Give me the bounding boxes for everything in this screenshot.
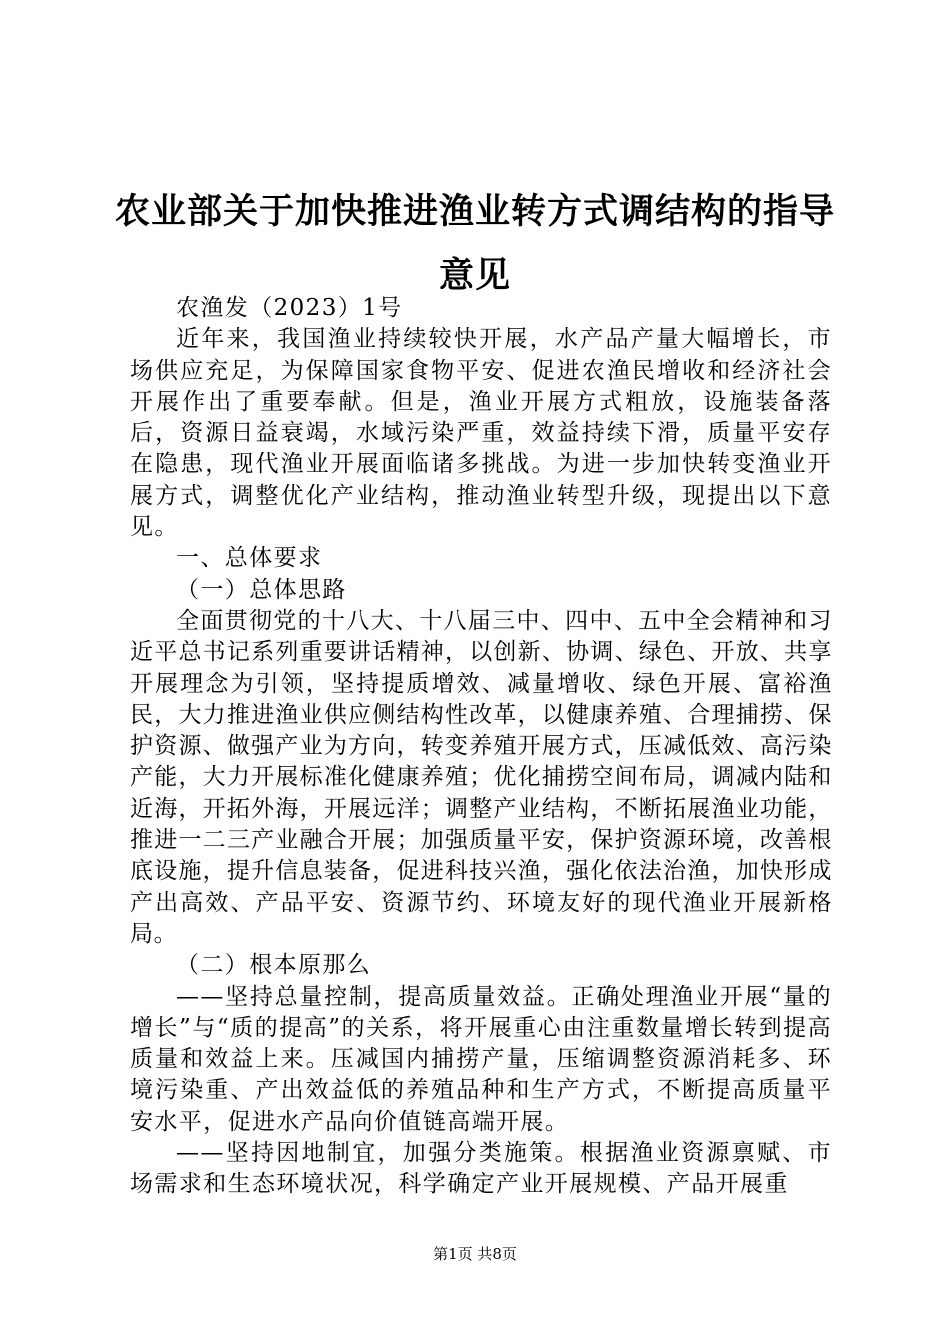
paragraph-principle-local-conditions: ——坚持因地制宜，加强分类施策。根据渔业资源禀赋、市场需求和生态环境状况，科学确定产业开展规模、产品开展重 — [130, 1140, 832, 1198]
paragraph-principle-quantity-control: ——坚持总量控制，提高质量效益。正确处理渔业开展“量的增长”与“质的提高”的关系，将开展重心由注重数量增长转到提高质量和效益上来。压减国内捕捞产量，压缩调整资源消耗多、环境污染重、产出效益低的养殖品种和生产方式，不断提高质量平安水平，促进水产品向价值链高端开展。 — [130, 983, 832, 1135]
subsection-heading-overall-approach: （一）总体思路 — [176, 576, 347, 603]
document-title: 农业部关于加快推进渔业转方式调结构的指导意见 — [114, 192, 835, 296]
section-heading-general-requirements: 一、总体要求 — [176, 545, 323, 572]
page-footer: 第1页 共8页 — [433, 1245, 517, 1263]
document-body — [130, 293, 832, 1201]
paragraph-overall-approach: 全面贯彻党的十八大、十八届三中、四中、五中全会精神和习近平总书记系列重要讲话精神，以创新、协调、绿色、开放、共享开展理念为引领，坚持提质增效、减量增收、绿色开展、富裕渔民，大力推进渔业供应侧结构性改革，以健康养殖、合理捕捞、保护资源、做强产业为方向，转变养殖开展方式，压减低效、高污染产能，大力开展标准化健康养殖；优化捕捞空间布局，调减内陆和近海，开拓外海，开展远洋；调整产业结构，不断拓展渔业功能，推进一二三产业融合开展；加强质量平安，保护资源环境，改善根底设施，提升信息装备，促进科技兴渔，强化依法治渔，加快形成产出高效、产品平安、资源节约、环境友好的现代渔业开展新格局。 — [130, 607, 832, 947]
paragraph-intro: 近年来，我国渔业持续较快开展，水产品产量大幅增长，市场供应充足，为保障国家食物平安、促进农渔民增收和经济社会开展作出了重要奉献。但是，渔业开展方式粗放，设施装备落后，资源日益衰竭，水域污染严重，效益持续下滑，质量平安存在隐患，现代渔业开展面临诸多挑战。为进一步加快转变渔业开展方式，调整优化产业结构，推动渔业转型升级，现提出以下意见。 — [130, 326, 832, 541]
subsection-heading-basic-principles: （二）根本原那么 — [176, 952, 372, 979]
doc-number: 农渔发（2023）1号 — [176, 295, 403, 321]
